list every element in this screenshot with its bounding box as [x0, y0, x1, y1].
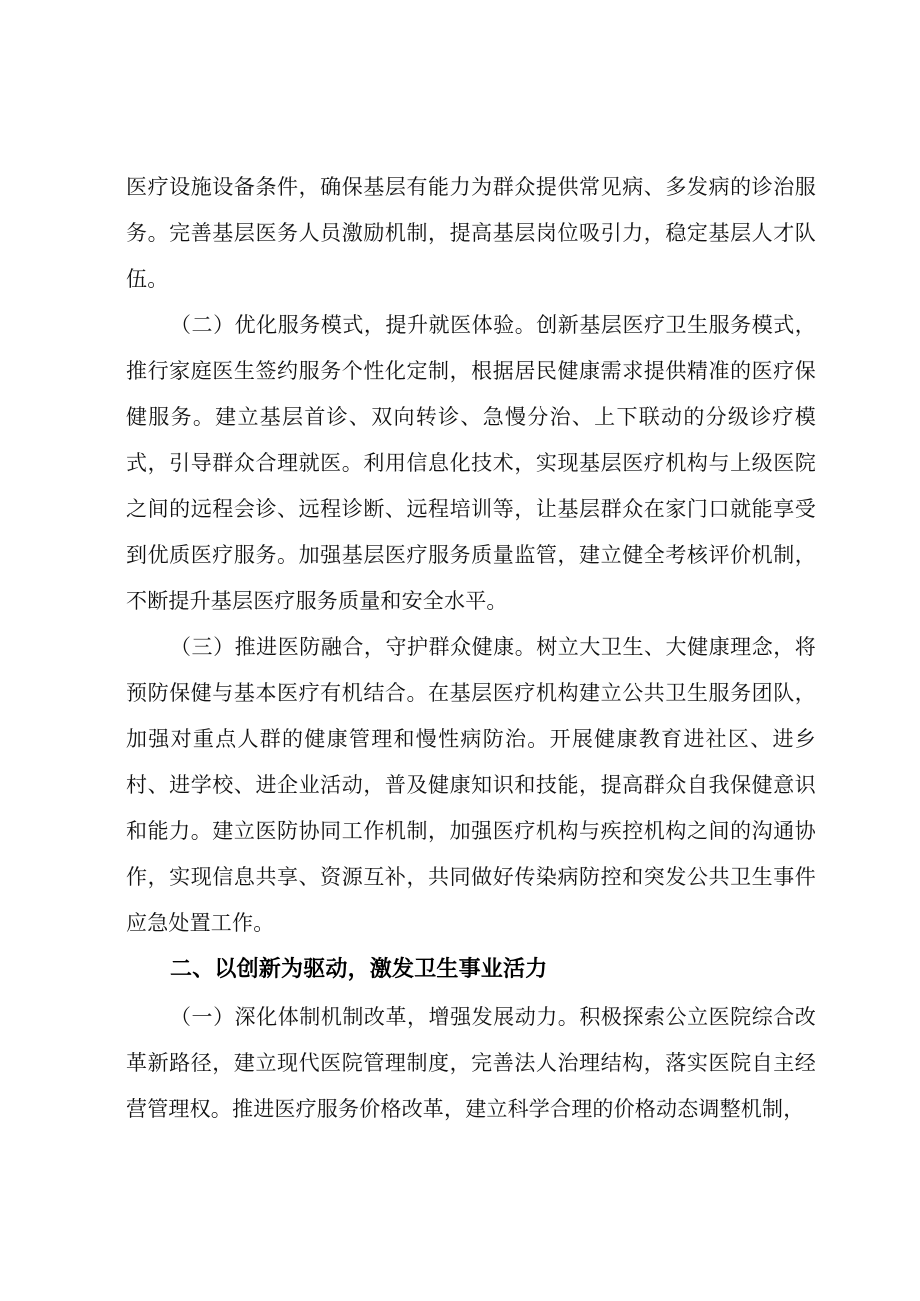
paragraph-continuation: 医疗设施设备条件，确保基层有能力为群众提供常见病、多发病的诊治服务。完善基层医务人员激励机制，提高基层岗位吸引力，稳定基层人才队伍。 — [126, 175, 816, 291]
paragraph-section-two: （二）优化服务模式，提升就医体验。创新基层医疗卫生服务模式，推行家庭医生签约服务个性化定制，根据居民健康需求提供精准的医疗保健服务。建立基层首诊、双向转诊、急慢分治、上下联动的分级诊疗模式，引导群众合理就医。利用信息化技术，实现基层医疗机构与上级医院之间的远程会诊、远程诊断、远程培训等，让基层群众在家门口就能享受到优质医疗服务。加强基层医疗服务质量监管，建立健全考核评价机制，不断提升基层医疗服务质量和安全水平。 — [126, 313, 816, 613]
paragraph-section-one: （一）深化体制机制改革，增强发展动力。积极探索公立医院综合改革新路径，建立现代医院管理制度，完善法人治理结构，落实医院自主经营管理权。推进医疗服务价格改革，建立科学合理的价格动态调整机制， — [126, 1005, 816, 1121]
paragraph-section-three: （三）推进医防融合，守护群众健康。树立大卫生、大健康理念，将预防保健与基本医疗有机结合。在基层医疗机构建立公共卫生服务团队，加强对重点人群的健康管理和慢性病防治。开展健康教育进社区、进乡村、进学校、进企业活动，普及健康知识和技能，提高群众自我保健意识和能力。建立医防协同工作机制，加强医疗机构与疾控机构之间的沟通协作，实现信息共享、资源互补，共同做好传染病防控和突发公共卫生事件应急处置工作。 — [126, 635, 816, 935]
section-heading: 二、以创新为驱动，激发卫生事业活力 — [170, 957, 548, 982]
document-body — [126, 164, 816, 1132]
